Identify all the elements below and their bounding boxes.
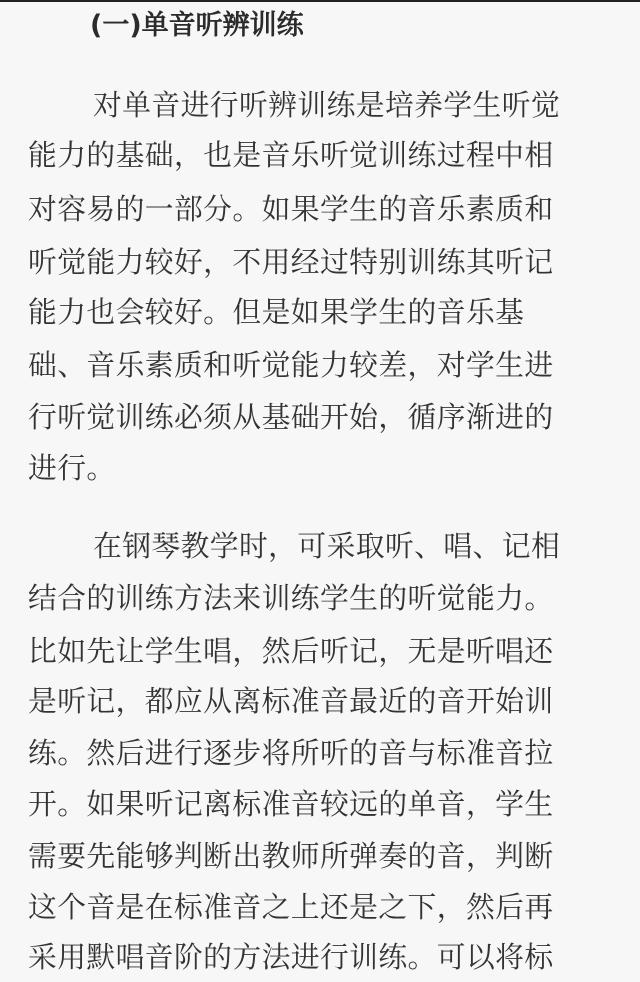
section-heading: (一)单音听辨训练	[90, 10, 304, 41]
text-line: 采用默唱音阶的方法进行训练。可以将标	[28, 940, 554, 974]
text-line: 础、音乐素质和听觉能力较差，对学生进	[28, 348, 554, 382]
text-line: 行听觉训练必须从基础开始，循序渐进的	[28, 400, 554, 434]
text-line: 结合的训练方法来训练学生的听觉能力。	[28, 581, 554, 615]
text-line: 听觉能力较好，不用经过特别训练其听记	[28, 245, 554, 279]
text-line: 能力的基础，也是音乐听觉训练过程中相	[28, 138, 554, 172]
text-line: 需要先能够判断出教师所弹奏的音，判断	[28, 839, 554, 873]
text-line: 在钢琴教学时，可采取听、唱、记相	[93, 529, 561, 563]
text-line: 对单音进行听辨训练是培养学生听觉	[93, 88, 561, 122]
text-line: 对容易的一部分。如果学生的音乐素质和	[28, 192, 554, 226]
text-line: 是听记，都应从离标准音最近的音开始训	[28, 684, 554, 718]
text-line: 比如先让学生唱，然后听记，无是听唱还	[28, 634, 554, 668]
text-line: 进行。	[28, 451, 116, 485]
text-line: 能力也会较好。但是如果学生的音乐基	[28, 295, 525, 329]
text-line: 开。如果听记离标准音较远的单音，学生	[28, 787, 554, 821]
text-line: 练。然后进行逐步将所听的音与标准音拉	[28, 736, 554, 770]
text-line: 这个音是在标准音之上还是之下，然后再	[28, 890, 554, 924]
